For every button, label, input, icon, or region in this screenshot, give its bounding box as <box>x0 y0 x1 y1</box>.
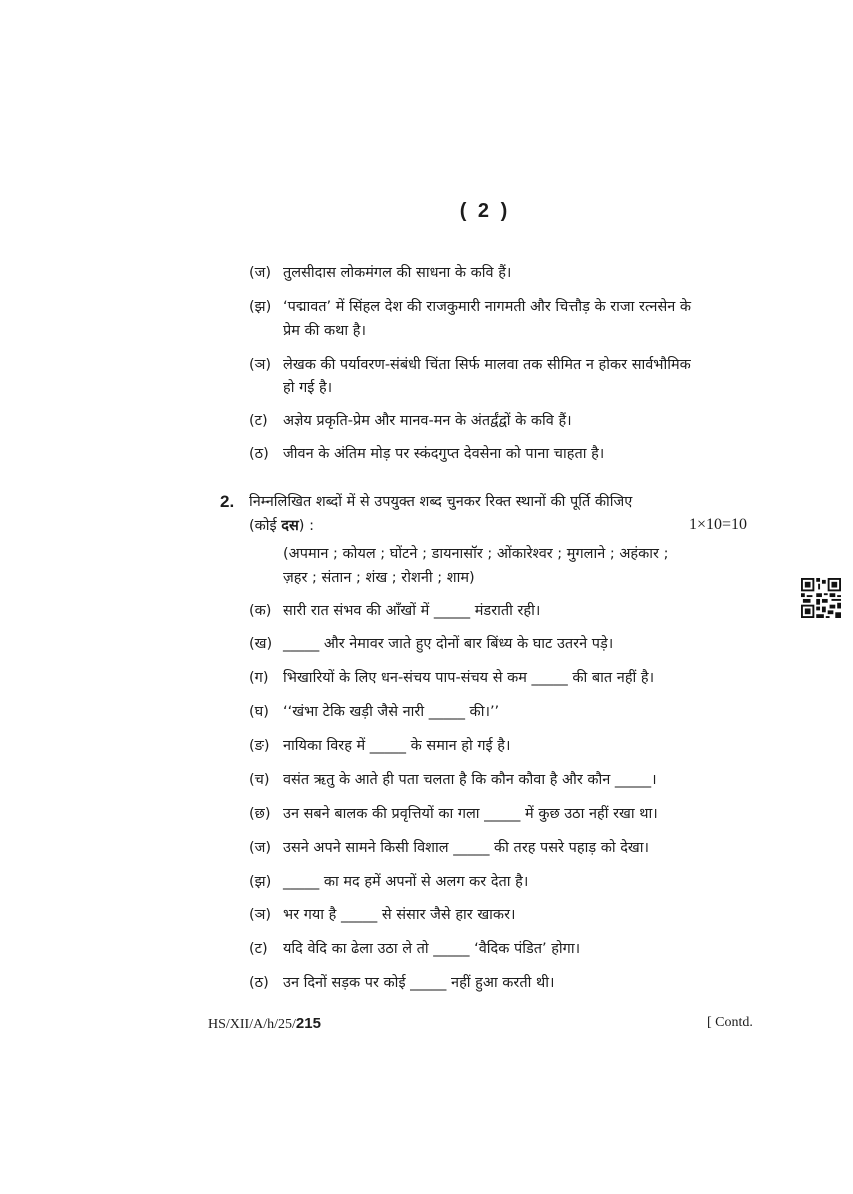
blank-item <box>249 939 580 959</box>
item-label: (ग) <box>249 670 269 686</box>
paper-code-number: 215 <box>295 1015 321 1032</box>
item-text-continued: प्रेम की कथा है। <box>283 323 366 339</box>
item-text: अज्ञेय प्रकृति-प्रेम और मानव-मन के अंतर्द्वंद्वों के कवि हैं। <box>283 413 572 429</box>
item-label: (ञ) <box>249 907 272 923</box>
blank-item <box>249 804 658 824</box>
blank-item <box>249 905 516 925</box>
blank-item <box>249 838 649 858</box>
blank-item <box>249 634 613 654</box>
question-marks: 1×10=10 <box>689 516 748 533</box>
qr-code-icon <box>801 578 841 618</box>
item-label: (ट) <box>249 413 268 429</box>
item-label: (घ) <box>249 704 269 720</box>
instruction-bold: दस <box>281 518 299 534</box>
item-text: _____ का मद हमें अपनों से अलग कर देता है। <box>283 874 529 890</box>
item-label: (ज) <box>249 265 272 281</box>
item-text: उन सबने बालक की प्रवृत्तियों का गला _____ में कुछ उठा नहीं रखा था। <box>283 806 658 822</box>
paper-code <box>208 1015 321 1033</box>
statement-item <box>249 444 604 464</box>
blank-item <box>249 872 528 892</box>
item-label: (ञ) <box>249 357 272 373</box>
item-label: (छ) <box>249 806 271 822</box>
item-text: भिखारियों के लिए धन-संचय पाप-संचय से कम _____ की बात नहीं है। <box>283 670 655 686</box>
item-text: जीवन के अंतिम मोड़ पर स्कंदगुप्त देवसेना को पाना चाहता है। <box>283 446 605 462</box>
item-text: लेखक की पर्यावरण-संबंधी चिंता सिर्फ मालवा तक सीमित न होकर सार्वभौमिक <box>283 357 691 373</box>
item-label: (ख) <box>249 636 273 652</box>
page-number: ( 2 ) <box>459 200 511 222</box>
question-instruction <box>249 516 314 536</box>
statement-item <box>249 355 691 375</box>
blank-item <box>249 601 540 621</box>
item-text: यदि वेदि का ढेला उठा ले तो _____ ‘वैदिक पंडित’ होगा। <box>283 941 581 957</box>
blank-item <box>249 702 499 722</box>
statement-item <box>249 263 511 283</box>
item-label: (ठ) <box>249 975 269 991</box>
item-text: ‘पद्मावत’ में सिंहल देश की राजकुमारी नागमती और चित्तौड़ के राजा रत्नसेन के <box>283 299 692 315</box>
statement-item <box>249 411 572 431</box>
item-text: वसंत ऋतु के आते ही पता चलता है कि कौन कौवा है और कौन _____। <box>283 772 657 788</box>
item-text: उन दिनों सड़क पर कोई _____ नहीं हुआ करती थी। <box>283 975 555 991</box>
item-label: (ङ) <box>249 738 270 754</box>
item-text: सारी रात संभव की आँखों में _____ मंडराती रही। <box>283 603 541 619</box>
statement-item <box>249 297 691 317</box>
item-text: _____ और नेमावर जाते हुए दोनों बार बिंध्य के घाट उतरने पड़े। <box>283 636 614 652</box>
instruction-suffix: ) : <box>298 518 314 534</box>
item-label: (झ) <box>249 874 272 890</box>
item-text: उसने अपने सामने किसी विशाल _____ की तरह पसरे पहाड़ को देखा। <box>283 840 650 856</box>
item-label: (झ) <box>249 299 272 315</box>
word-bank-line-1: (अपमान ; कोयल ; घोंटने ; डायनासॉर ; ओंकारेश्वर ; मुगलाने ; अहंकार ; <box>283 546 669 562</box>
item-label: (ठ) <box>249 446 269 462</box>
item-text: भर गया है _____ से संसार जैसे हार खाकर। <box>283 907 516 923</box>
blank-item <box>249 668 654 688</box>
blank-item <box>249 770 657 790</box>
continued-marker: [ Contd. <box>707 1015 753 1030</box>
question-number: 2. <box>220 492 235 511</box>
item-text: नायिका विरह में _____ के समान हो गई है। <box>283 738 511 754</box>
instruction-prefix: (कोई <box>249 518 282 534</box>
item-text-continued: हो गई है। <box>283 380 333 396</box>
blank-item <box>249 736 510 756</box>
blank-item <box>249 973 554 993</box>
paper-code-prefix: HS/XII/A/h/25/ <box>208 1017 296 1032</box>
item-label: (ज) <box>249 840 272 856</box>
item-label: (ट) <box>249 941 268 957</box>
item-label: (क) <box>249 603 272 619</box>
item-text: तुलसीदास लोकमंगल की साधना के कवि हैं। <box>283 265 512 281</box>
word-bank-line-2: ज़हर ; संतान ; शंख ; रोशनी ; शाम) <box>283 570 475 586</box>
question-text: निम्नलिखित शब्दों में से उपयुक्त शब्द चुनकर रिक्त स्थानों की पूर्ति कीजिए <box>249 494 633 510</box>
item-label: (च) <box>249 772 270 788</box>
item-text: ‘‘खंभा टेकि खड़ी जैसे नारी _____ की।’’ <box>283 704 500 720</box>
